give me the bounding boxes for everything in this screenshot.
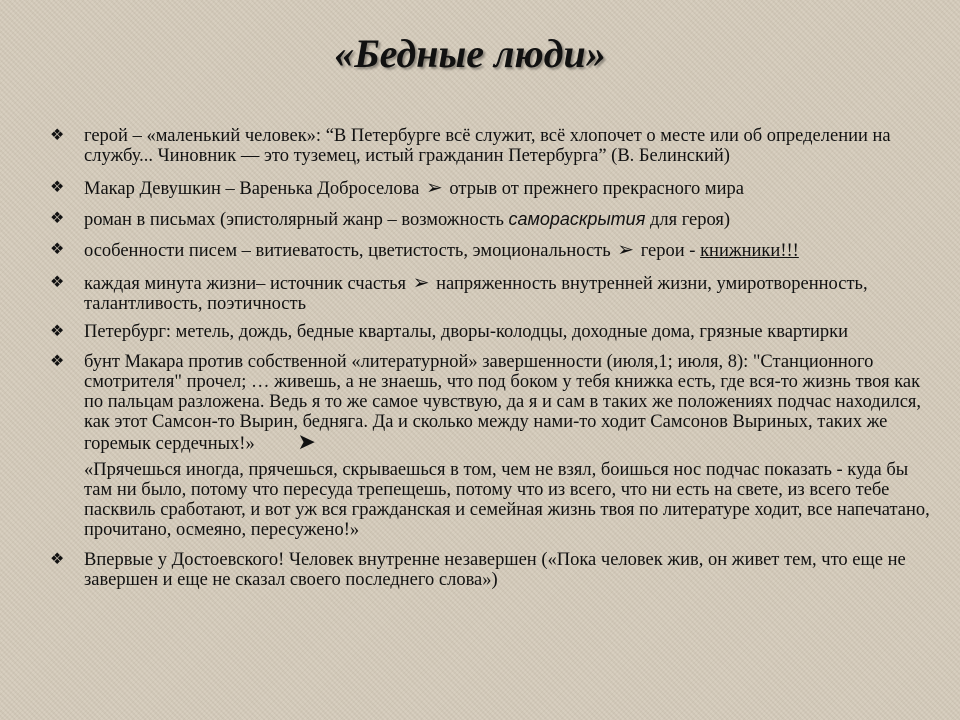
arrowhead-icon: ➢ [617, 239, 635, 261]
item-text: бунт Макара против собственной «литературной» завершенности (июля,1; июля, 8): "Станционного смотрителя" прочел; … живешь, а не знаешь, что под боком у тебя книжка есть, где вся-то жизнь твоя как по пальцам разложена. Ведь я то же самое чувствую, да я и сам в таких же положениях подчас находился, как этот Самсон-то Вырин, бедняга. Да и сколько между нами-то ходит Самсонов Выриных, таких же горемык сердечных!» [84, 352, 922, 454]
list-item [44, 209, 934, 230]
diamond-bullet-icon: ❖ [50, 323, 65, 340]
arrowhead-icon: ➢ [412, 272, 430, 294]
list-item [44, 352, 934, 454]
diamond-bullet-icon: ❖ [50, 274, 65, 291]
page-title: «Бедные люди» [334, 31, 606, 76]
item-text: герой – «маленький человек»: “В Петербурге всё служит, всё хлопочет о месте или об определении на службу... Чиновник — это туземец, истый гражданин Петербурга” (В. Белинский) [84, 126, 891, 166]
diamond-bullet-icon: ❖ [50, 353, 65, 370]
item-text: особенности писем – витиеватость, цветистость, эмоциональность [84, 241, 611, 261]
list-item [44, 178, 934, 199]
item-text: роман в письмах (эпистолярный жанр – возможность [84, 210, 509, 230]
item-text: для героя) [645, 210, 731, 230]
list-item [44, 322, 934, 342]
list-item [44, 550, 934, 590]
list-item [44, 126, 934, 166]
item-text: напряженность внутренней жизни, умиротворенность, талантливость, поэтичность [84, 274, 868, 314]
emphasized-word: самораскрытия [508, 209, 646, 229]
item-text: Впервые у Достоевского! Человек внутренне незавершен («Пока человек жив, он живет тем, что еще не завершен и еще не сказал своего последнего слова») [84, 550, 906, 590]
arrowhead-icon: ➢ [426, 177, 443, 199]
list-item [44, 273, 934, 314]
item-text: герои - [636, 241, 701, 261]
diamond-bullet-icon: ❖ [50, 127, 65, 144]
diamond-bullet-icon: ❖ [50, 210, 65, 227]
diamond-bullet-icon: ❖ [50, 241, 65, 258]
item-text: каждая минута жизни– источник счастья [84, 274, 407, 294]
list-item [44, 240, 934, 261]
item-text: Петербург: метель, дождь, бедные кварталы, дворы-колодцы, доходные дома, грязные квартирки [84, 322, 849, 342]
quote-paragraph: «Прячешься иногда, прячешься, скрываешься в том, чем не взял, боишься нос подчас показать - куда бы там ни было, потому что пересуда трепещешь, потому что из всего, что ни есть на свете, из всего тебе пасквиль сработают, и вот уж вся гражданская и семейная жизнь твоя по литературе ходит, все напечатано, прочитано, осмеяно, пересужено!» [84, 460, 930, 540]
diamond-bullet-icon: ❖ [50, 551, 65, 568]
item-text: отрыв от прежнего прекрасного мира [449, 179, 744, 199]
item-text: Макар Девушкин – Варенька Доброселова [84, 179, 420, 199]
underlined-word: книжники!!! [700, 241, 799, 261]
bullet-list [44, 126, 934, 590]
diamond-bullet-icon: ❖ [50, 179, 65, 196]
arrowhead-icon: ➤ [297, 429, 316, 454]
